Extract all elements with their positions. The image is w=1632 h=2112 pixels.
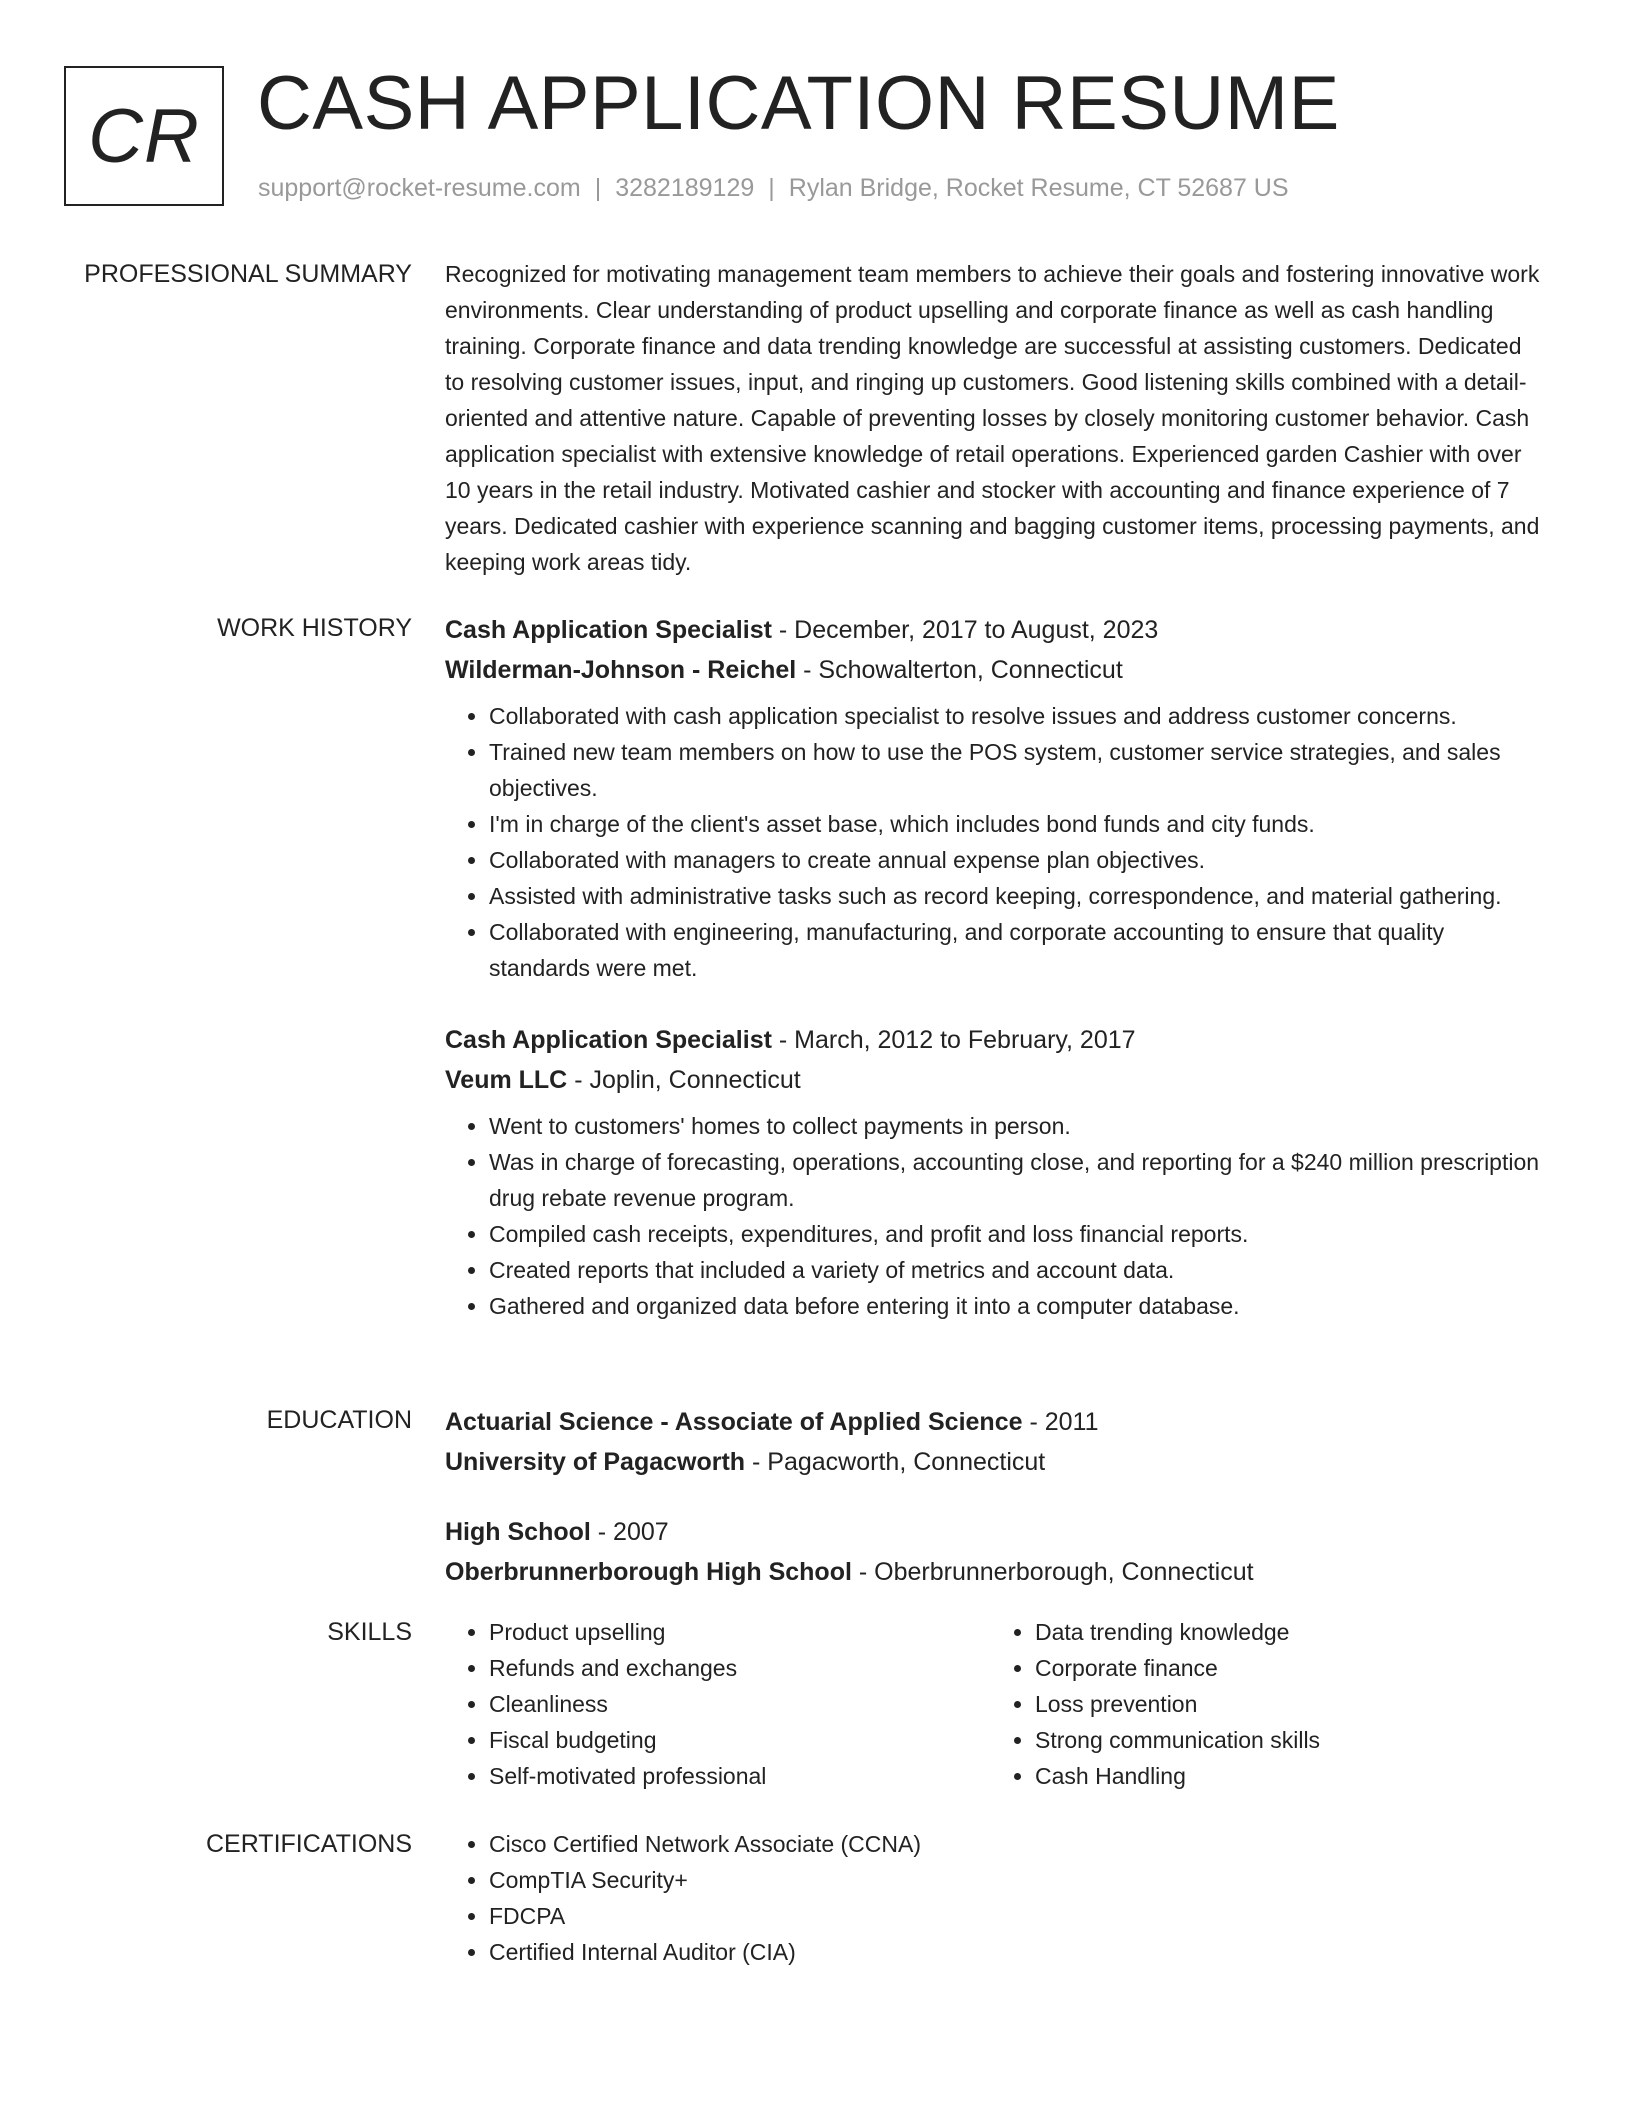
skill-item: • Loss prevention bbox=[1035, 1686, 1535, 1722]
education-location: - Oberbrunnerborough, Connecticut bbox=[851, 1558, 1254, 1586]
certification-item: • FDCPA bbox=[489, 1898, 1389, 1934]
section-label-summary: PROFESSIONAL SUMMARY bbox=[84, 260, 412, 288]
job-bullet: • Assisted with administrative tasks such as record keeping, correspondence, and material gathering. bbox=[489, 878, 1545, 914]
education-degree: High School bbox=[445, 1518, 591, 1546]
job-bullet: • Gathered and organized data before entering it into a computer database. bbox=[489, 1288, 1545, 1324]
job-company-line bbox=[445, 1060, 1545, 1100]
skill-item: • Self-motivated professional bbox=[489, 1758, 989, 1794]
job-title: Cash Application Specialist bbox=[445, 1026, 772, 1054]
certification-item: • Cisco Certified Network Associate (CCNA) bbox=[489, 1826, 1389, 1862]
certification-item: • CompTIA Security+ bbox=[489, 1862, 1389, 1898]
job-bullet: • Collaborated with managers to create annual expense plan objectives. bbox=[489, 842, 1545, 878]
education-year: - 2007 bbox=[590, 1518, 669, 1546]
contact-phone: 3282189129 bbox=[615, 174, 755, 202]
monogram-badge bbox=[64, 66, 224, 206]
job-company-line bbox=[445, 650, 1545, 690]
skill-item: • Cleanliness bbox=[489, 1686, 989, 1722]
education-school: Oberbrunnerborough High School bbox=[445, 1558, 852, 1586]
contact-separator: | bbox=[594, 174, 602, 202]
job-location: - Joplin, Connecticut bbox=[567, 1066, 801, 1094]
contact-separator: | bbox=[768, 174, 775, 202]
education-school-line bbox=[445, 1442, 1545, 1482]
job-bullet: • Trained new team members on how to use the POS system, customer service strategies, and sales objectives. bbox=[489, 734, 1545, 806]
job-bullet: • Was in charge of forecasting, operations, accounting close, and reporting for a $240 million prescription drug rebate revenue program. bbox=[489, 1144, 1545, 1216]
education-degree-line bbox=[445, 1512, 1545, 1552]
education-degree-line bbox=[445, 1402, 1545, 1442]
contact-line bbox=[258, 174, 1289, 203]
job-bullet: • Collaborated with cash application specialist to resolve issues and address customer concerns. bbox=[489, 698, 1545, 734]
skill-item: • Fiscal budgeting bbox=[489, 1722, 989, 1758]
job-title: Cash Application Specialist bbox=[445, 616, 772, 644]
job-bullet: • I'm in charge of the client's asset base, which includes bond funds and city funds. bbox=[489, 806, 1545, 842]
job-dates: - March, 2012 to February, 2017 bbox=[771, 1026, 1136, 1054]
job-bullet: • Compiled cash receipts, expenditures, and profit and loss financial reports. bbox=[489, 1216, 1545, 1252]
skill-item: • Data trending knowledge bbox=[1035, 1614, 1535, 1650]
job-bullet: • Went to customers' homes to collect payments in person. bbox=[489, 1108, 1545, 1144]
job-dates: - December, 2017 to August, 2023 bbox=[771, 616, 1159, 644]
skill-item: • Product upselling bbox=[489, 1614, 989, 1650]
education-location: - Pagacworth, Connecticut bbox=[745, 1448, 1046, 1476]
education-entry bbox=[445, 1512, 1545, 1592]
skills-list-right bbox=[991, 1614, 1535, 1794]
resume-title: CASH APPLICATION RESUME bbox=[257, 61, 1340, 146]
job-title-line bbox=[445, 610, 1545, 650]
section-label-work-history: WORK HISTORY bbox=[217, 614, 412, 642]
section-label-skills: SKILLS bbox=[327, 1618, 412, 1646]
monogram-text: CR bbox=[88, 93, 200, 179]
job-bullet: • Created reports that included a variety of metrics and account data. bbox=[489, 1252, 1545, 1288]
skill-item: • Strong communication skills bbox=[1035, 1722, 1535, 1758]
contact-address: Rylan Bridge, Rocket Resume, CT 52687 US bbox=[788, 174, 1289, 202]
skill-item: • Corporate finance bbox=[1035, 1650, 1535, 1686]
job-location: - Schowalterton, Connecticut bbox=[796, 656, 1123, 684]
section-label-certifications: CERTIFICATIONS bbox=[205, 1830, 412, 1858]
education-year: - 2011 bbox=[1022, 1408, 1099, 1436]
summary-text: Recognized for motivating management team members to achieve their goals and fostering innovative work environments. Clear understanding of product upselling and corporate finance as well as cash handling training. Corporate finance and data trending knowledge are successful at assisting customers. Dedicated to resolving customer issues, input, and ringing up customers. Good listening skills combined with a detail-oriented and attentive nature. Capable of preventing losses by closely monitoring customer behavior. Cash application specialist with extensive knowledge of retail operations. Experienced garden Cashier with over 10 years in the retail industry. Motivated cashier and stocker with accounting and finance experience of 7 years. Dedicated cashier with experience scanning and bagging customer items, processing payments, and keeping work areas tidy. bbox=[445, 261, 1540, 575]
education-degree: Actuarial Science - Associate of Applied Science bbox=[445, 1408, 1023, 1436]
education-school-line bbox=[445, 1552, 1545, 1592]
job-entry bbox=[445, 1020, 1545, 1324]
skill-item: • Cash Handling bbox=[1035, 1758, 1535, 1794]
contact-email: support@rocket-resume.com bbox=[258, 174, 581, 202]
job-bullets bbox=[445, 1108, 1545, 1324]
job-company: Wilderman-Johnson - Reichel bbox=[445, 656, 797, 684]
skills-list-left bbox=[445, 1614, 989, 1794]
education-school: University of Pagacworth bbox=[445, 1448, 746, 1476]
section-label-education: EDUCATION bbox=[266, 1406, 412, 1434]
job-company: Veum LLC bbox=[445, 1066, 568, 1094]
job-title-line bbox=[445, 1020, 1545, 1060]
job-bullet: • Collaborated with engineering, manufacturing, and corporate accounting to ensure that quality standards were met. bbox=[489, 914, 1545, 986]
certifications-list bbox=[445, 1826, 1389, 1970]
skill-item: • Refunds and exchanges bbox=[489, 1650, 989, 1686]
job-entry bbox=[445, 610, 1545, 986]
certification-item: • Certified Internal Auditor (CIA) bbox=[489, 1934, 1389, 1970]
education-entry bbox=[445, 1402, 1545, 1482]
job-bullets bbox=[445, 698, 1545, 986]
